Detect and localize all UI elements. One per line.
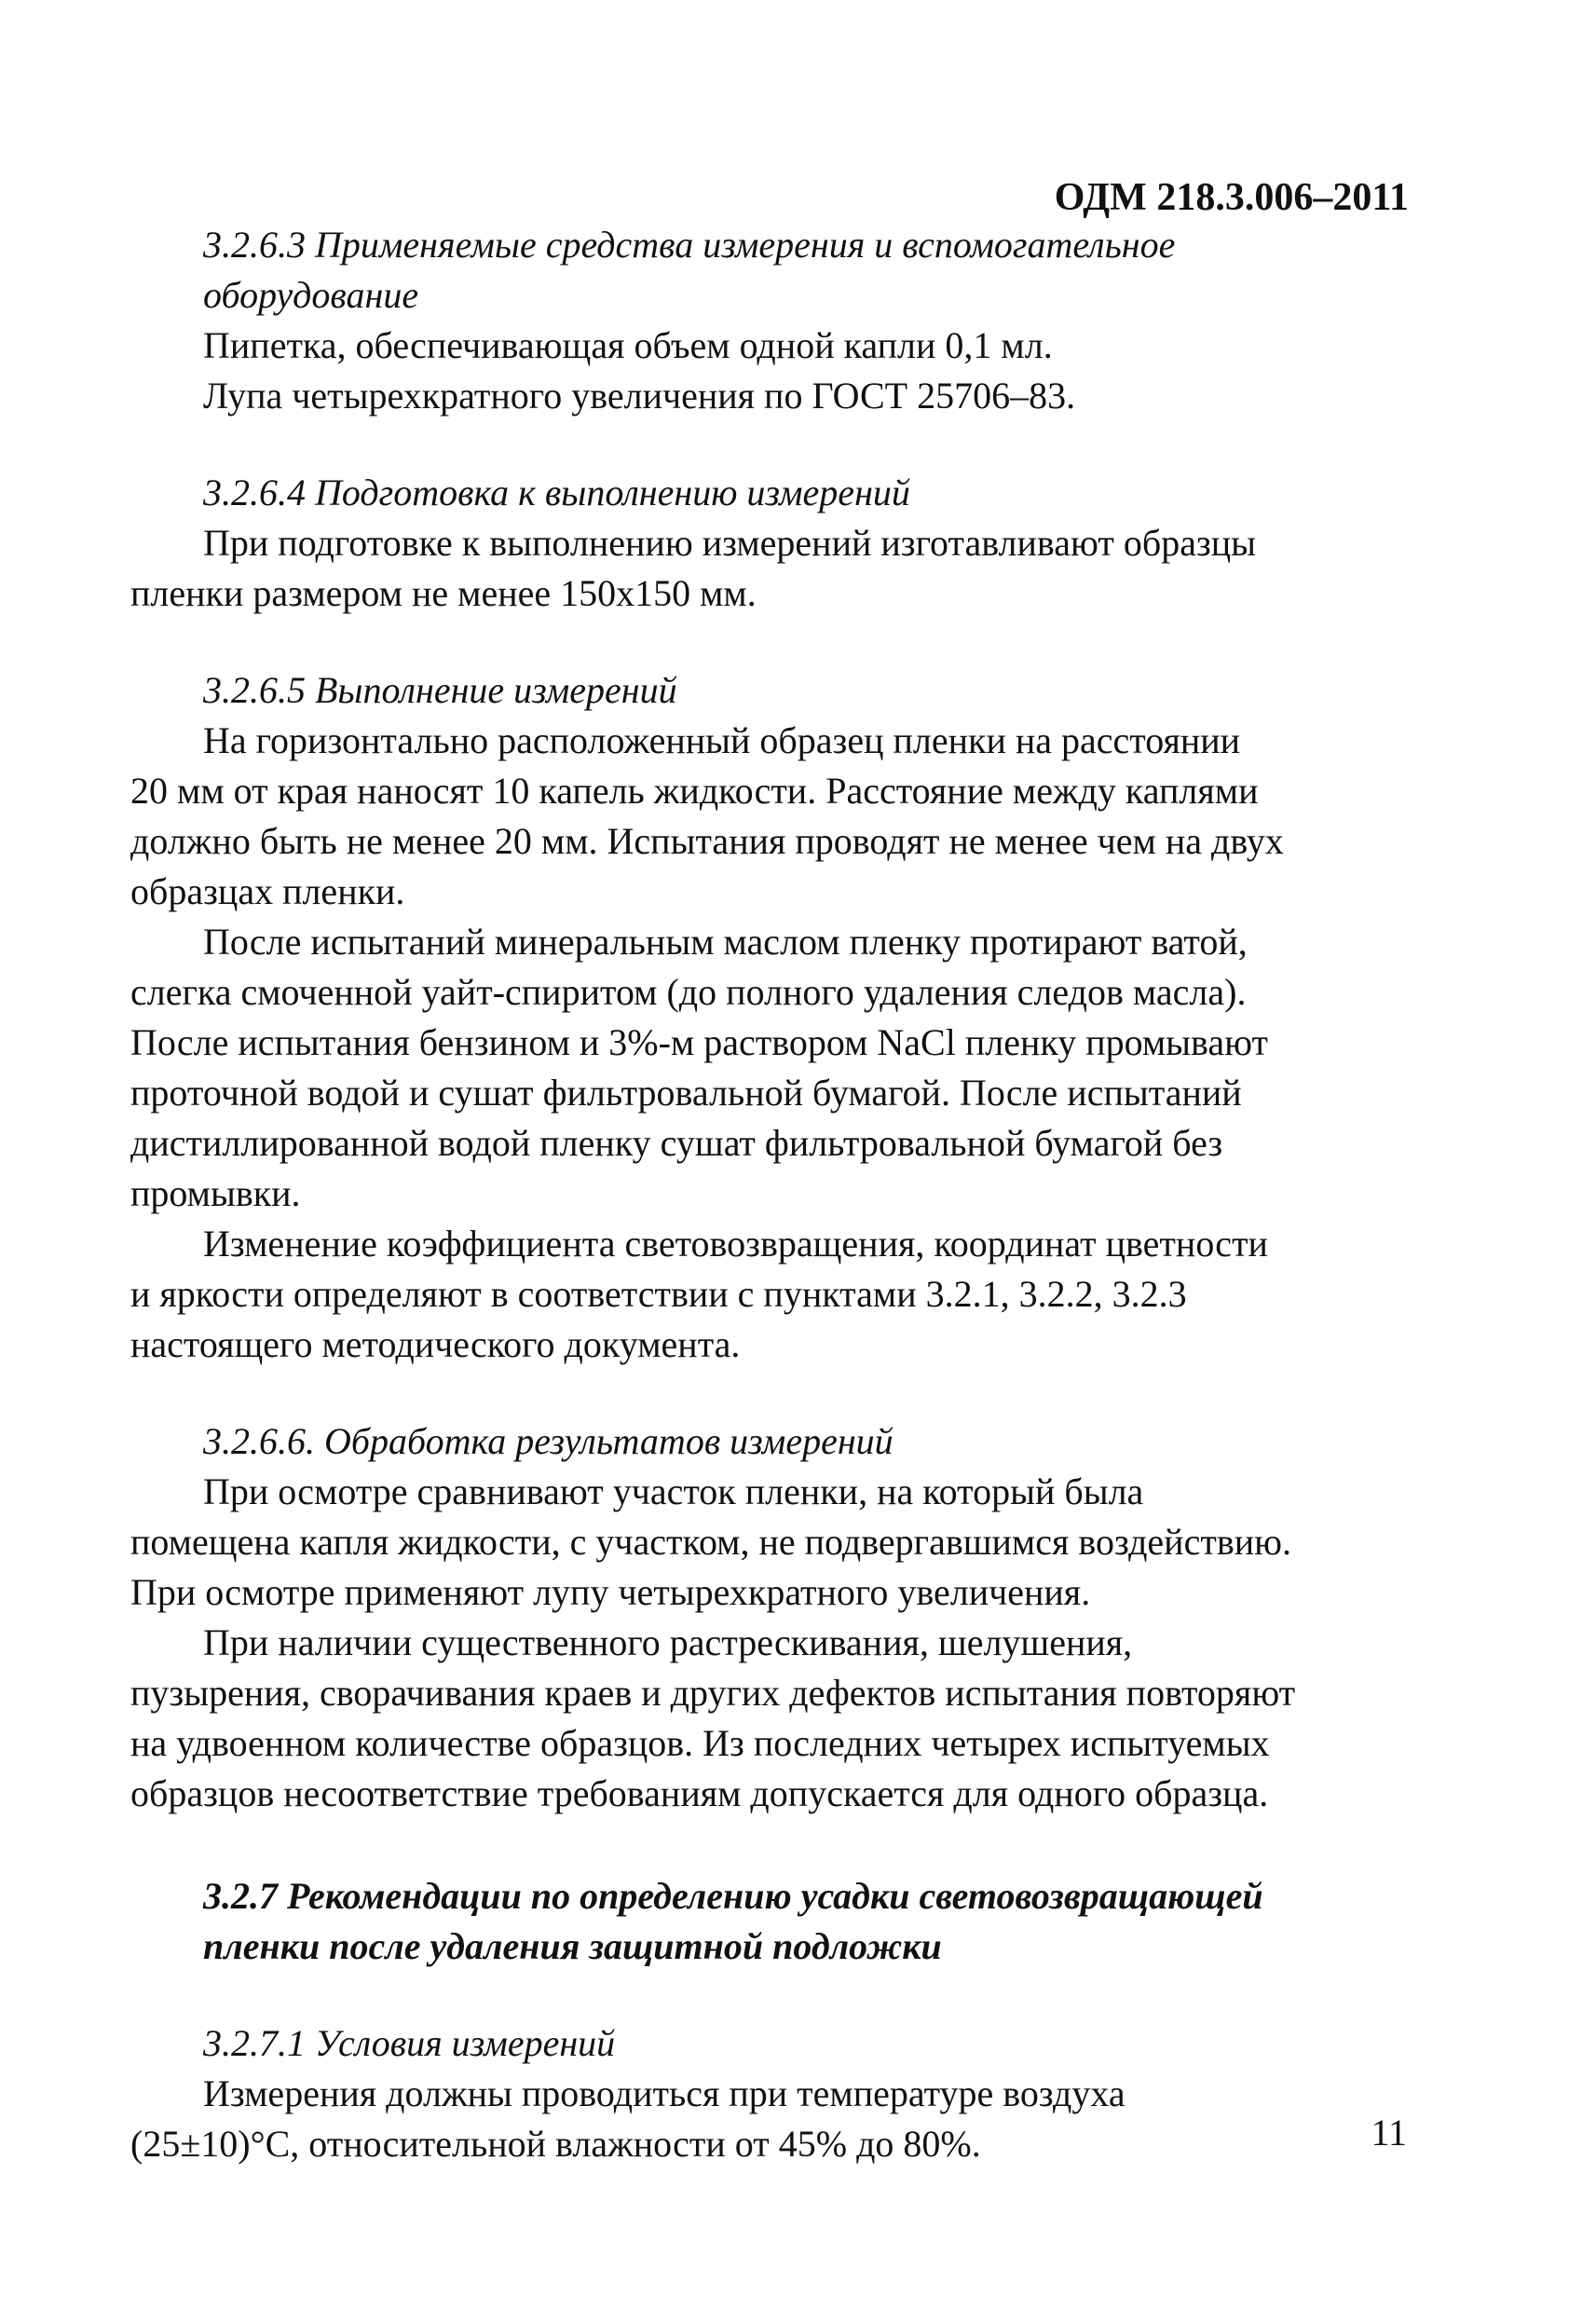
text-line: При осмотре сравнивают участок пленки, на который была <box>203 1470 1144 1512</box>
text-line: слегка смоченной уайт-спиритом (до полного удаления следов масла). <box>130 971 1247 1013</box>
section-heading-3-2-6-6: 3.2.6.6. Обработка результатов измерений <box>203 1420 893 1462</box>
text-line: помещена капля жидкости, с участком, не подвергавшимся воздействию. <box>130 1521 1291 1563</box>
text-line: промывки. <box>130 1172 301 1214</box>
section-heading-3-2-6-4: 3.2.6.4 Подготовка к выполнению измерений <box>203 472 910 513</box>
text-line: После испытания бензином и 3%-м раствором NaCl пленку промывают <box>130 1021 1268 1063</box>
section-heading-3-2-6-3-text-1: 3.2.6.3 Применяемые средства измерения и вспомогательное <box>203 224 1176 266</box>
section-heading-3-2-7-1: 3.2.7.1 Условия измерений <box>203 2022 616 2064</box>
section-heading-3-2-7-line-2: пленки после удаления защитной подложки <box>203 1925 942 1967</box>
text-line: на удвоенном количестве образцов. Из последних четырех испытуемых <box>130 1722 1270 1764</box>
page-content <box>130 220 1409 2169</box>
text-line: проточной водой и сушат фильтровальной бумагой. После испытаний <box>130 1072 1242 1114</box>
text-line: пузырения, сворачивания краев и других дефектов испытания повторяют <box>130 1672 1296 1714</box>
text-line: и яркости определяют в соответствии с пунктами 3.2.1, 3.2.2, 3.2.3 <box>130 1273 1187 1315</box>
text-line: дистиллированной водой пленку сушат фильтровальной бумагой без <box>130 1122 1223 1164</box>
section-heading-3-2-7-line-1: 3.2.7 Рекомендации по определению усадки световозвращающей <box>203 1875 1263 1917</box>
text-line: При наличии существенного растрескивания, шелушения, <box>203 1621 1133 1663</box>
section-heading-3-2-6-3-line-2: оборудование <box>203 274 419 316</box>
page-number: 11 <box>1371 2112 1407 2154</box>
text-line: образцах пленки. <box>130 870 405 912</box>
text-line: образцов несоответствие требованиям допускается для одного образца. <box>130 1772 1269 1814</box>
text-line: При осмотре применяют лупу четырехкратного увеличения. <box>130 1571 1091 1613</box>
text-line: При подготовке к выполнению измерений изготавливают образцы <box>203 522 1257 564</box>
text-line: Изменение коэффициента световозвращения, координат цветности <box>203 1223 1268 1265</box>
section-heading-3-2-6-5: 3.2.6.5 Выполнение измерений <box>203 669 677 711</box>
text-line: На горизонтально расположенный образец пленки на расстоянии <box>203 719 1241 761</box>
text-line: пленки размером не менее 150х150 мм. <box>130 572 757 614</box>
text-line: Пипетка, обеспечивающая объем одной капли 0,1 мл. <box>203 324 1053 366</box>
document-code-header: ОДМ 218.3.006–2011 <box>1054 176 1409 219</box>
text-line: настоящего методического документа. <box>130 1323 741 1365</box>
text-line: (25±10)°С, относительной влажности от 45% до 80%. <box>130 2123 981 2165</box>
text-line: Лупа четырехкратного увеличения по ГОСТ 25706–83. <box>203 375 1076 417</box>
section-heading-3-2-6-3-line-1 <box>203 220 1409 270</box>
text-line: должно быть не менее 20 мм. Испытания проводят не менее чем на двух <box>130 820 1284 862</box>
text-line: Измерения должны проводиться при температуре воздуха <box>203 2072 1125 2114</box>
text-line: 20 мм от края наносят 10 капель жидкости. Расстояние между каплями <box>130 770 1259 812</box>
text-line: После испытаний минеральным маслом пленку протирают ватой, <box>203 921 1248 963</box>
